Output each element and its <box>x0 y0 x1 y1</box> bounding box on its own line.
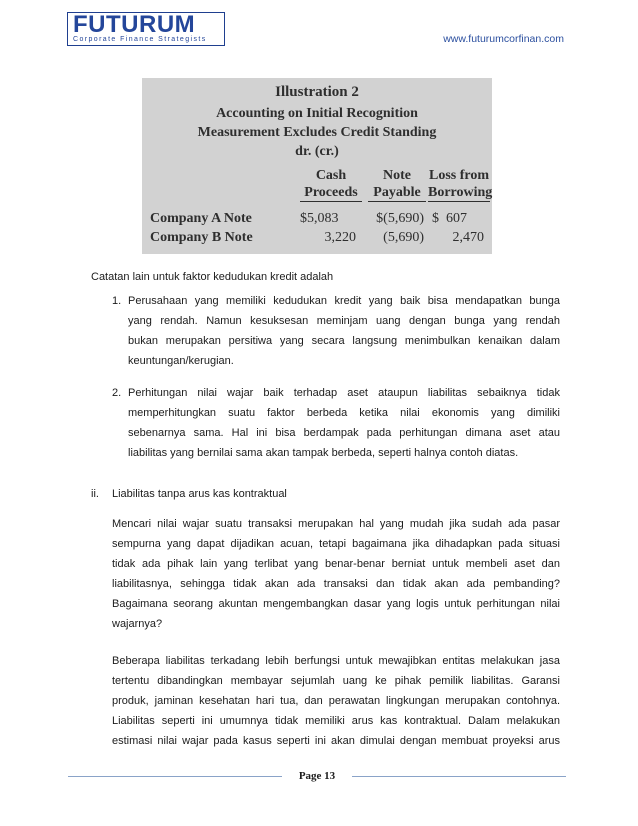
column-header-line: Loss from <box>428 168 490 183</box>
text-line: Perusahaan yang memiliki kedudukan kredit yang baik bisa mendapatkan bunga <box>128 295 560 307</box>
text-line: wajarnya? <box>112 618 163 630</box>
cell-a-cash-proceeds: $5,083 <box>300 211 339 226</box>
list-number-2: 2. <box>112 387 122 399</box>
column-header-line: Cash <box>315 168 347 183</box>
text-line: produk, jaminan kesehatan hari tua, dan perawatan lingkungan merupakan contohnya. <box>112 695 560 707</box>
text-line: tertentu dibandingkan membayar sejumlah uang ke pihak pemilik liabilitas. Garansi <box>112 675 560 687</box>
list-item-1 <box>128 291 560 371</box>
logo-tagline: Corporate Finance Strategists <box>73 36 207 43</box>
text-line: Liabilitas seperti ini umumnya tidak memiliki arus kas kontraktual. Dalam melakukan <box>112 715 560 727</box>
text-line: sempurna yang dapat dijadikan acuan, tetapi bagaimana jika dihadapkan pada situasi <box>112 538 560 550</box>
text-line: bukan merupakan persitiwa yang secara langsung menimbulkan kenaikan dalam <box>128 335 560 347</box>
website-url[interactable]: www.futurumcorfinan.com <box>443 33 564 45</box>
column-header-line: Note <box>383 168 411 183</box>
illustration-subtitle-1: Accounting on Initial Recognition <box>216 106 418 121</box>
text-line: yang rendah. Namun kesuksesan meminjam uang dengan bunga yang rendah <box>128 315 560 327</box>
text-line: tidak ada pihak lain yang terlibat yang benar-benar berniat untuk membeli aset dan <box>112 558 560 570</box>
text-line: Bagaimana seorang akuntan mengembangkan dasar yang logis untuk perhitungan nilai <box>112 598 560 610</box>
text-line: liabilitasnya, sehingga tidak akan ada transaksi dan tidak akan ada pembanding? <box>112 578 560 590</box>
cell-a-loss-from-borrowing: $ 607 <box>432 211 467 226</box>
logo-wordmark: FUTURUM <box>73 11 196 38</box>
illustration-subtitle-3: dr. (cr.) <box>295 144 339 159</box>
text-line: estimasi nilai wajar pada kasus seperti ini akan dimulai dengan membuat proyeksi arus <box>112 735 560 747</box>
list-number-1: 1. <box>112 295 122 307</box>
intro-text: Catatan lain untuk faktor kedudukan kredit adalah <box>91 271 334 283</box>
footer-divider-left <box>68 776 282 777</box>
column-header-line: Borrowing <box>428 185 493 200</box>
column-header-line: Proceeds <box>300 184 362 202</box>
footer-divider-right <box>352 776 566 777</box>
column-header-cash-proceeds <box>300 167 362 202</box>
column-header-line: Payable <box>368 184 426 202</box>
text-line: Beberapa liabilitas terkadang lebih berfungsi untuk mewajibkan entitas melakukan jasa <box>112 655 560 667</box>
text-line: Perhitungan nilai wajar baik terhadap aset ataupun liabilitas sebaiknya tidak <box>128 387 560 399</box>
row-label-company-b: Company B Note <box>150 230 253 245</box>
text-line: sebenarnya sama. Hal ini bisa berdampak pada perhitungan dimana aset atau <box>128 427 560 439</box>
illustration-title: Illustration 2 <box>275 84 359 100</box>
column-header-loss-from-borrowing <box>428 167 493 202</box>
list-item-2 <box>128 383 560 463</box>
page-number: Page 13 <box>298 770 336 782</box>
text-line: Mencari nilai wajar suatu transaksi merupakan hal yang mudah jika sudah ada pasar <box>112 518 560 530</box>
futurum-logo <box>67 12 225 46</box>
cell-b-cash-proceeds: 3,220 <box>324 230 356 245</box>
cell-a-note-payable: $(5,690) <box>376 211 424 226</box>
illustration-subtitle-2: Measurement Excludes Credit Standing <box>197 125 437 140</box>
cell-b-note-payable: (5,690) <box>383 230 424 245</box>
cell-b-loss-from-borrowing: 2,470 <box>452 230 484 245</box>
section-title: Liabilitas tanpa arus kas kontraktual <box>112 488 287 500</box>
paragraph-1 <box>112 514 560 634</box>
section-number: ii. <box>91 488 99 500</box>
text-line: liabilitas yang bernilai sama akan tampak berbeda, seperti halnya contoh diatas. <box>128 447 519 459</box>
illustration-table <box>142 78 492 254</box>
column-header-note-payable <box>368 167 426 202</box>
text-line: keuntungan/kerugian. <box>128 355 234 367</box>
text-line: memperhitungkan suatu faktor berbeda ketika nilai ekonomis yang dimiliki <box>128 407 560 419</box>
paragraph-2 <box>112 651 560 751</box>
row-label-company-a: Company A Note <box>150 211 252 226</box>
